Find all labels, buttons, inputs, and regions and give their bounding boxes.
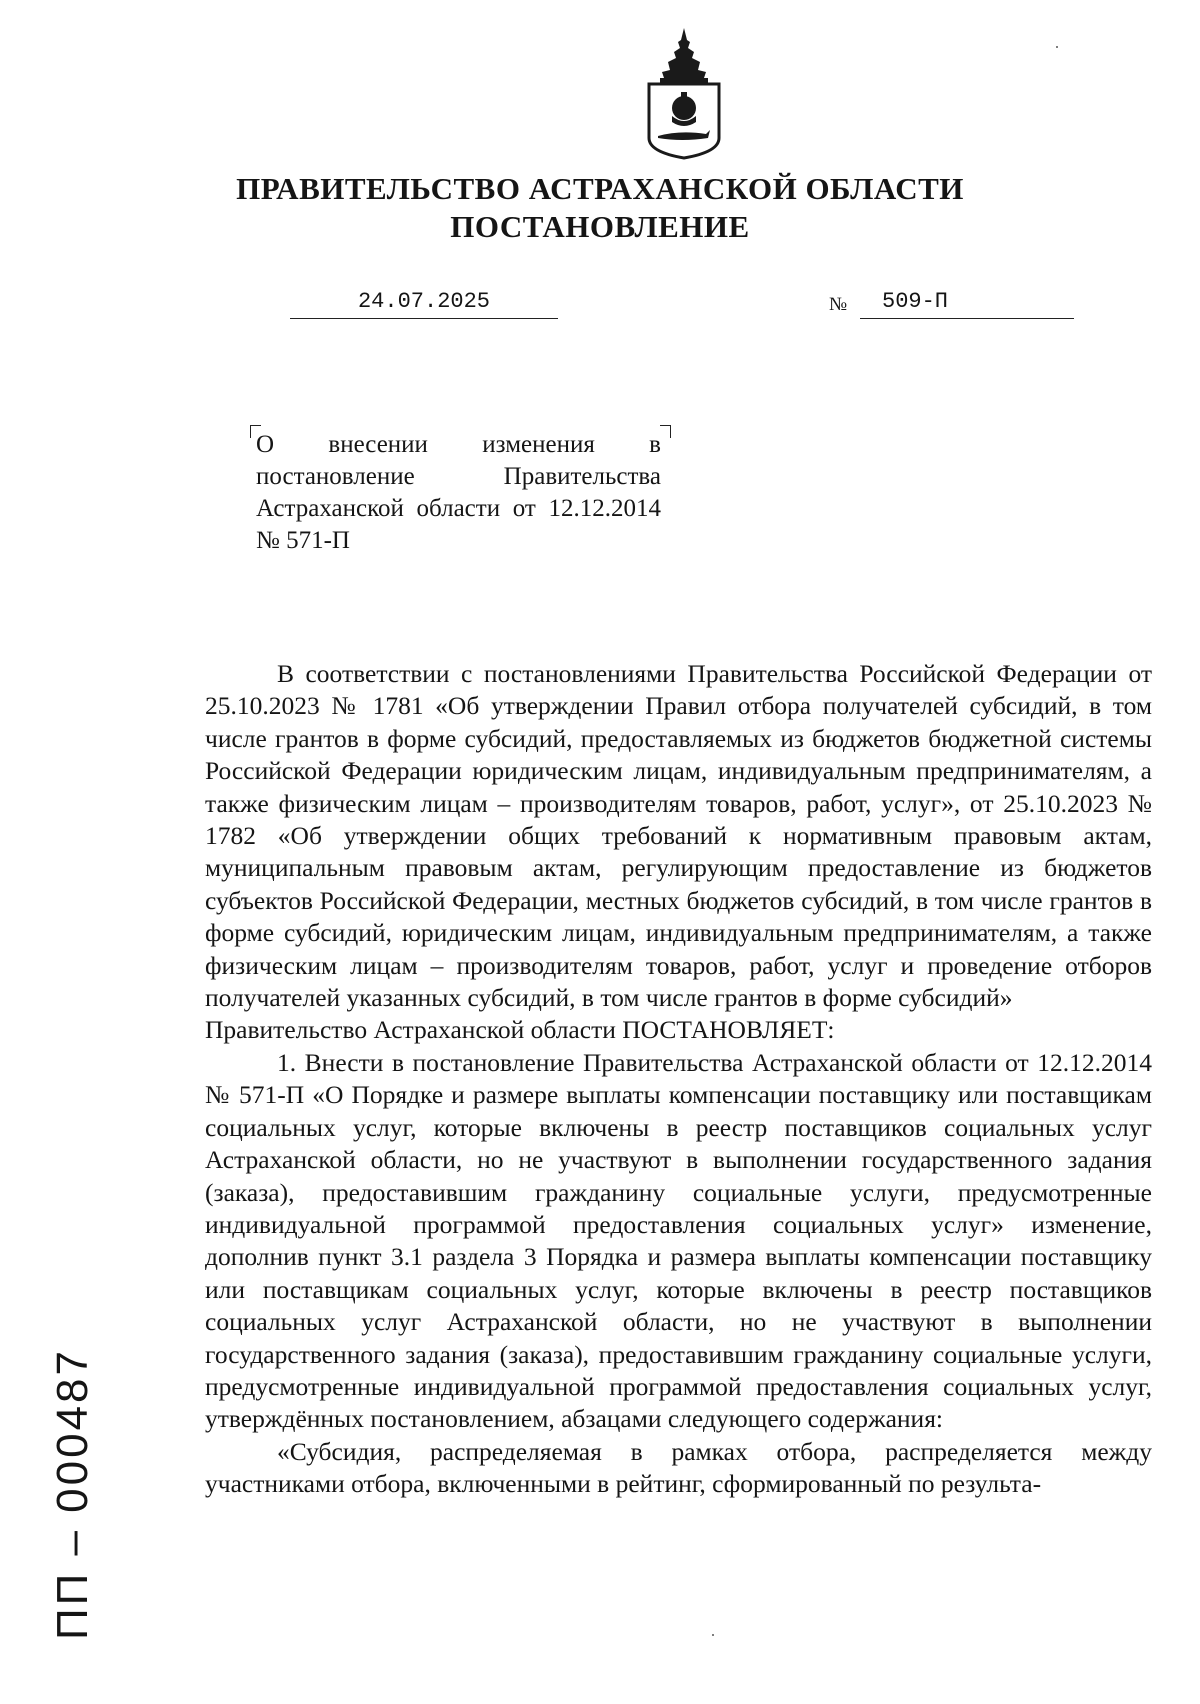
document-type-title: ПОСТАНОВЛЕНИЕ	[450, 209, 750, 244]
resolution-clause: Правительство Астраханской области ПОСТАНОВЛЯЕТ:	[205, 1015, 835, 1045]
number-sign: №	[829, 294, 848, 315]
coat-of-arms-emblem	[644, 26, 724, 161]
side-registration-stamp: ПП – 000487	[48, 1348, 97, 1640]
preamble-paragraph: В соответствии с постановлениями Правительства Российской Федерации от 25.10.2023 № 1781 «Об утверждении Правил отбора получателей субсидий, в том числе грантов в форме субсидий, предоставляемых из бюджетов бюджетной системы Российской Федерации юридическим лицам, индивидуальным предпринимателям, а также физическим лицам – производителям товаров, работ, услуг», от 25.10.2023 № 1782 «Об утверждении общих требований к нормативным правовым актам, муниципальным правовым актам, регулирующим предоставление из бюджетов субъектов Российской Федерации, местных бюджетов субсидий, в том числе грантов в форме субсидий, юридическим лицам, индивидуальным предпринимателям, а также физическим лицам – производителям товаров, работ, услуг и проведение отборов получателей указанных субсидий, в том числе грантов в форме субсидий»	[205, 659, 1152, 1013]
date-underline	[290, 318, 558, 319]
scan-speck	[1056, 46, 1058, 48]
document-number: 509-П	[882, 289, 949, 314]
document-body	[205, 658, 1152, 1501]
document-date: 24.07.2025	[357, 289, 491, 314]
item-1-paragraph: 1. Внести в постановление Правительства Астраханской области от 12.12.2014 № 571-П «О Порядке и размере выплаты компенсации поставщику или поставщикам социальных услуг, которые включены в реестр поставщиков социальных услуг Астраханской области, но не участвуют в выполнении государственного задания (заказа), предоставившим гражданину социальные услуги, предусмотренные индивидуальной программой предоставления социальных услуг» изменение, дополнив пункт 3.1 раздела 3 Порядка и размера выплаты компенсации поставщику или поставщикам социальных услуг, которые включены в реестр поставщиков социальных услуг Астраханской области, но не участвуют в выполнении государственного задания (заказа), предоставившим гражданину социальные услуги, предусмотренные индивидуальной программой предоставления социальных услуг, утверждённых постановлением, абзацами следующего содержания:	[205, 1047, 1152, 1434]
quoted-amendment-start: «Субсидия, распределяемая в рамках отбора, распределяется между участниками отбора, включенными в рейтинг, сформированный по результа-	[205, 1436, 1152, 1499]
number-underline	[860, 318, 1074, 319]
subject-corner-right	[660, 425, 671, 438]
scan-speck	[712, 1634, 714, 1636]
organization-title: ПРАВИТЕЛЬСТВО АСТРАХАНСКОЙ ОБЛАСТИ	[236, 171, 964, 206]
document-subject: О внесении изменения в постановление Правительства Астраханской области от 12.12.2014 № 571-П	[256, 431, 661, 554]
